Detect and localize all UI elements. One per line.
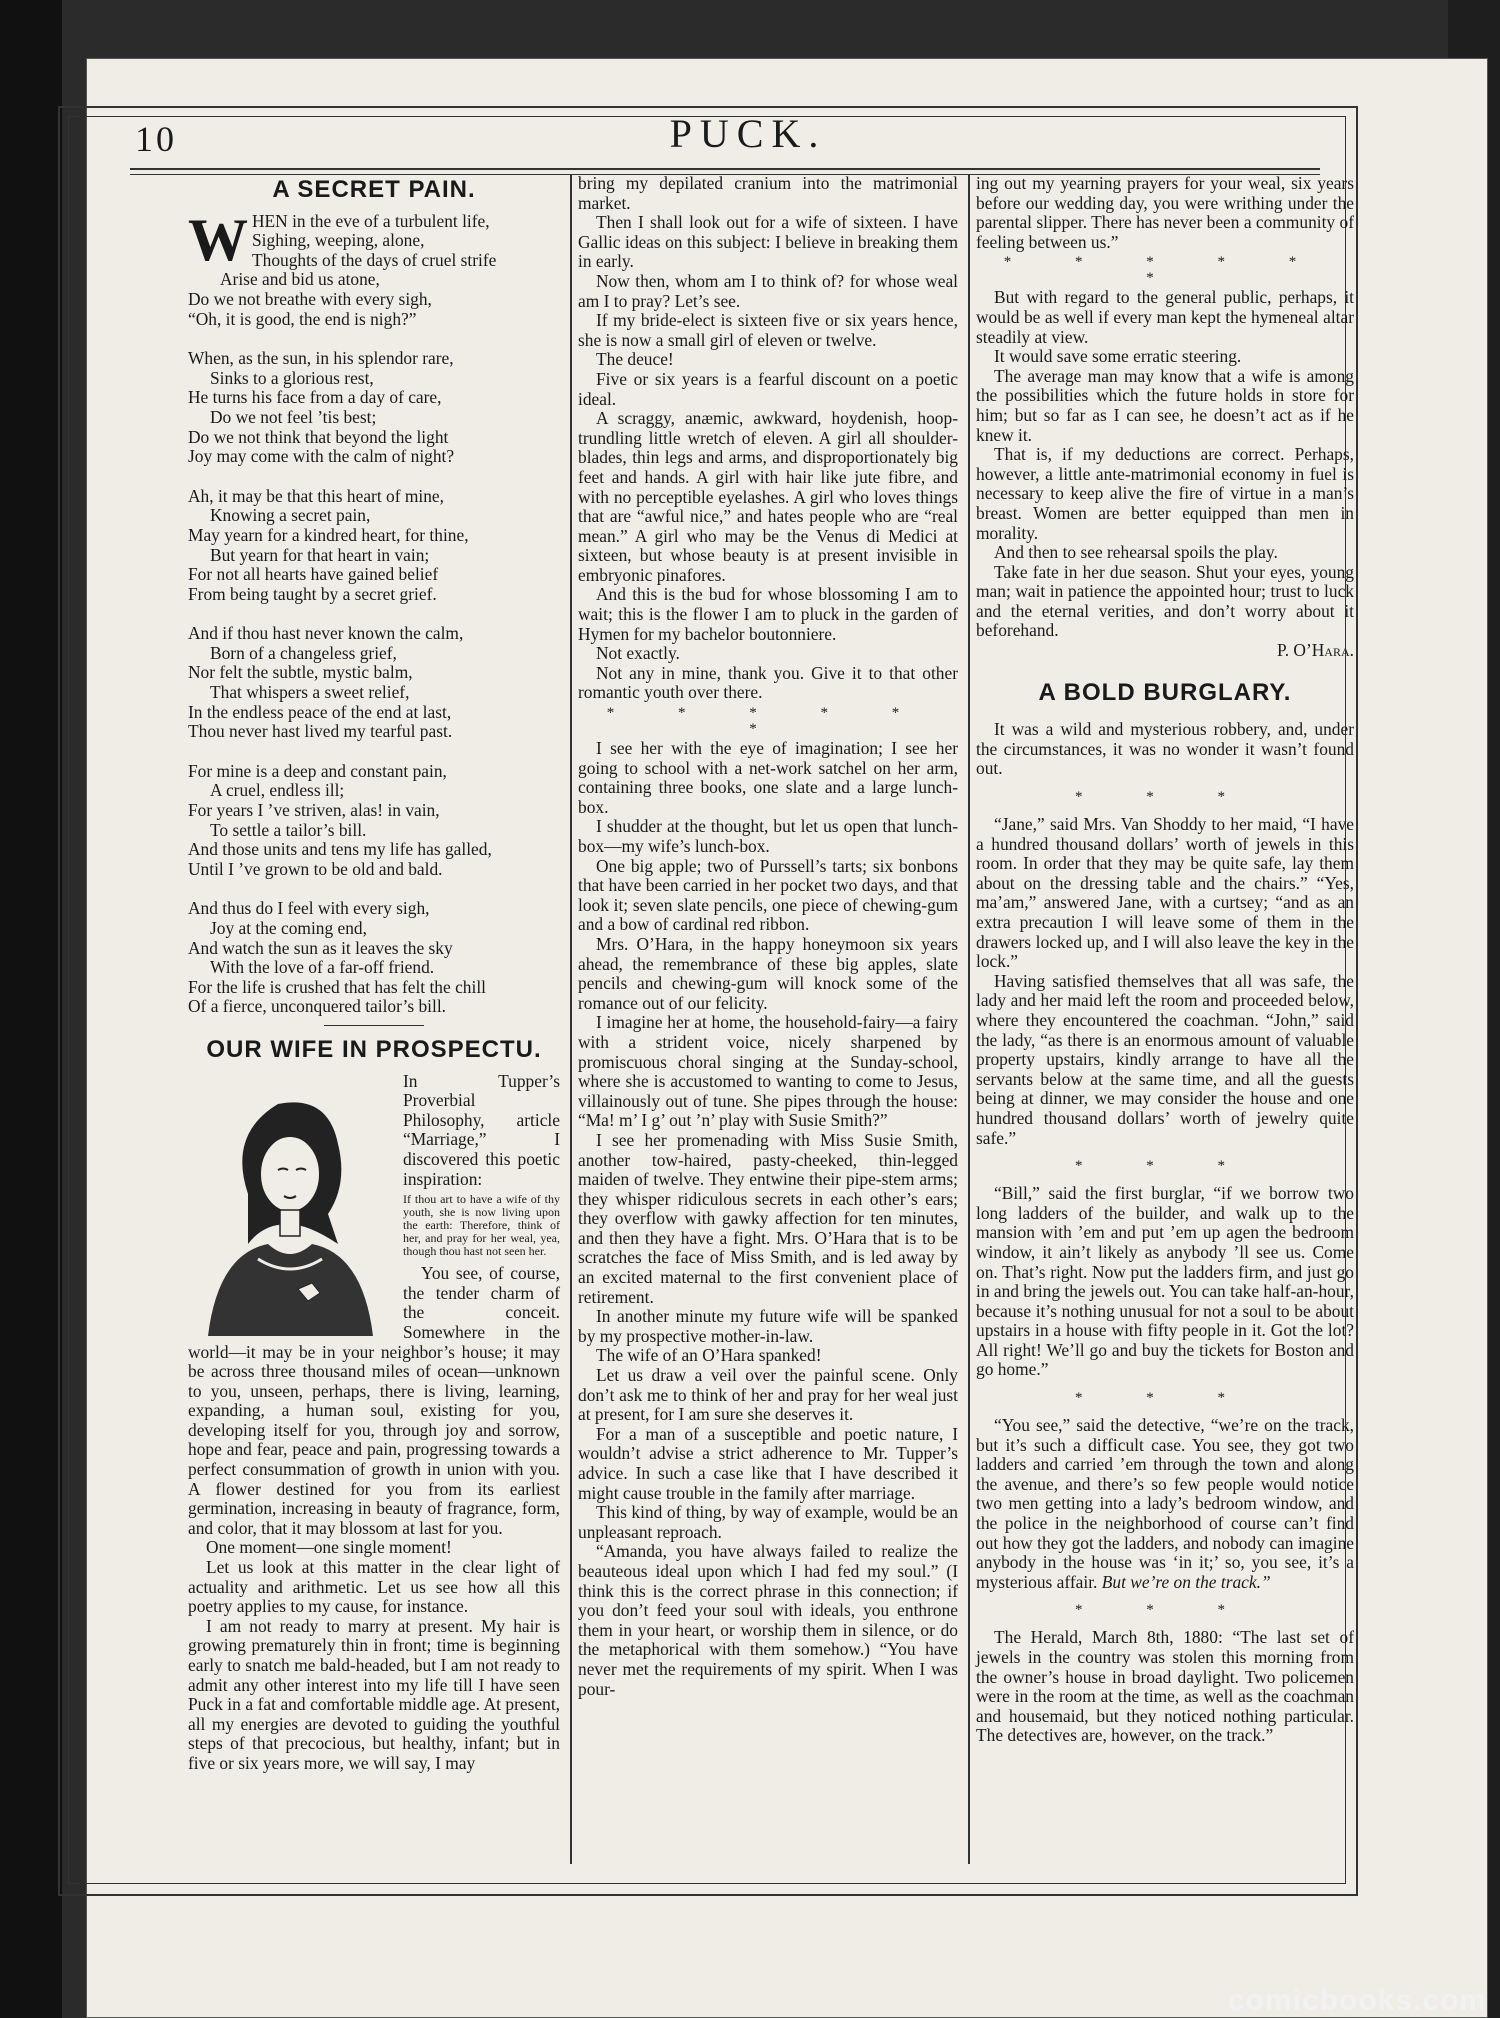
poem-line: Thoughts of the days of cruel strife [252, 249, 497, 270]
stanza-2 [188, 349, 560, 467]
stanza-4 [188, 624, 560, 742]
poem-line: Knowing a secret pain, [210, 505, 371, 526]
paragraph: The Herald, March 8th, 1880: “The last set of jewels in the country was stolen this morning from the owner’s house in broad daylight. Two policemen were in the room at the time, as well as the coachman and housemaid, but they noticed nothing particular. The detectives are, however, on the track.” [976, 1627, 1354, 1746]
tupper-quote: If thou art to have a wife of thy youth, she is now living upon the earth: Therefore, think of her, and pray for her weal, yea, though thou hast not seen her. [403, 1192, 560, 1259]
article-intro: In Tupper’s Proverbial Philosophy, article “Marriage,” I discovered this poetic inspiration: [403, 1070, 560, 1189]
paragraph: Then I shall look out for a wife of sixteen. I have Gallic ideas on this subject: I believe in breaking them in early. [578, 212, 958, 272]
poem-line: And if thou hast never known the calm, [188, 623, 464, 644]
paragraph: For a man of a susceptible and poetic nature, I wouldn’t advise a strict adherence to Mr. Tupper’s advice. In such a case like that I have described it might cause trouble in the family after marriage. [578, 1423, 958, 1503]
section-break-stars: * * * [1075, 789, 1255, 806]
column-2 [578, 174, 958, 1699]
poem-line: And thus do I feel with every sigh, [188, 898, 430, 919]
paragraph: You see, of course, the tender charm of the conceit. Somewhere in the world—it may be in your neighbor’s house; it may be across three thousand miles of ocean—unknown to you, unseen, perhaps, there is living, learning, expanding, a human soul, existing for you, developing itself for you, through joy and sorrow, hope and fear, peace and pain, progressing towards a perfect consummation of growth in union with you. A flower destined for you from its earliest germination, increasing in beauty of fragrance, form, and color, that it may blossom at last for you. [188, 1263, 560, 1538]
poem-line: Joy may come with the calm of night? [188, 446, 455, 467]
section-break-stars: * * * * * * [1003, 254, 1327, 287]
stanza-6 [188, 899, 560, 1017]
paragraph: Take fate in her due season. Shut your eyes, young man; wait in patience the appointed hour; trust to luck and the eternal verities, and don’t worry about it beforehand. [976, 561, 1354, 641]
paragraph: I see her with the eye of imagination; I see her going to school with a net-work satchel on her arm, containing three books, one slate and a large lunch-box. [578, 738, 958, 817]
paragraph: One moment—one single moment! [206, 1537, 452, 1558]
paragraph: It was a wild and mysterious robbery, and, under the circumstances, it was no wonder it wasn’t found out. [976, 719, 1354, 779]
column-rule-1 [570, 174, 572, 1864]
woman-portrait-illustration [188, 1074, 393, 1336]
poem-line: Do we not feel ’tis best; [210, 406, 377, 427]
poem-line: Until I ’ve grown to be old and bald. [188, 858, 443, 879]
poem-line: For years I ’ve striven, alas! in vain, [188, 800, 440, 821]
paragraph: In another minute my future wife will be spanked by my prospective mother-in-law. [578, 1306, 958, 1346]
paragraph: I imagine her at home, the household-fairy—a fairy with a strident voice, nicely sharpened by promiscuous choral singing at the Sunday-school, where she is accustomed to wanting to come to Jesus, villainously out of tune. She pipes through the house: “Ma! m’ I g’ out ’n’ play with Susie Smith?” [578, 1012, 958, 1131]
paragraph: bring my depilated cranium into the matrimonial market. [578, 173, 958, 213]
paragraph: I am not ready to marry at present. My hair is growing prematurely thin in front; time is beginning early to snatch me bald-headed, but I am not ready to admit any other interest into my life till I have seen Puck in a fat and comfortable middle age. At present, all my energies are devoted to guiding the youthful steps of that precocious, but healthy, infant; but in five or six years more, we will say, I may [188, 1615, 560, 1773]
poem-line: Thou never hast lived my tearful past. [188, 721, 453, 742]
paragraph [976, 1416, 1354, 1592]
stanza-1 [188, 206, 560, 330]
section-break-stars: * * * [1075, 1390, 1255, 1407]
paragraph: I shudder at the thought, but let us open that lunch-box—my wife’s lunch-box. [578, 816, 958, 856]
poem-title: A SECRET PAIN. [272, 176, 476, 203]
poem-line: Born of a changeless grief, [210, 642, 397, 663]
poem-line: In the endless peace of the end at last, [188, 701, 452, 722]
column-1 [188, 174, 560, 1774]
poem-line: From being taught by a secret grief. [188, 583, 437, 604]
paragraph: The wife of an O’Hara spanked! [596, 1345, 822, 1366]
paragraph: And this is the bud for whose blossoming I am to wait; this is the flower I am to pluck in the garden of Hymen for my bachelor boutonniere. [578, 584, 958, 644]
paragraph: ing out my yearning prayers for your weal, six years before our wedding day, you were writhing under the parental slipper. There has never been a community of feeling between us.” [976, 173, 1354, 252]
poem-line: For not all hearts have gained belief [188, 564, 439, 585]
paragraph: Let us draw a veil over the painful scene. Only don’t ask me to think of her and pray for her weal just at present, for I am sure she deserves it. [578, 1365, 958, 1425]
masthead: PUCK. [669, 111, 827, 156]
scan-edge-left [0, 0, 62, 2018]
paragraph: The average man may know that a wife is among the possibilities which the future holds in store for him; but so far as I can see, he doesn’t act as if he knew it. [976, 365, 1354, 445]
paragraph: Not exactly. [596, 643, 680, 664]
paragraph: “Bill,” said the first burglar, “if we borrow two long ladders of the builder, and walk up to the mansion with ’em and put ’em up agen the bedroom window, it ain’t likely as anybody ’ll see us. Come on. That’s right. Now put the ladders firm, and just go in and bring the jewels out. You can take half-an-hour, because it’s nothing unusual for not a soul to be about upstairs in a house with fifty people in it. Got the lot? All right! We’ll go and buy the tickets for Boston and go home.” [976, 1183, 1354, 1380]
poem-line: Sinks to a glorious rest, [210, 367, 374, 388]
poem-line: Nor felt the subtle, mystic balm, [188, 662, 413, 683]
drop-cap: W [188, 206, 248, 273]
poem-line: “Oh, it is good, the end is nigh?” [188, 308, 417, 329]
paragraph: Having satisfied themselves that all was safe, the lady and her maid left the room and proceeded below, where they encountered the coachman. “John,” said the lady, “as there is an enormous amount of valuable property upstairs, kindly arrange to have all the servants below at the same time, and all the guests being at dinner, we may consider the house and one hundred thousand dollars’ worth of jewelry quite safe.” [976, 970, 1354, 1148]
paragraph-italic: But we’re on the track.” [1101, 1571, 1271, 1592]
poem-line: When, as the sun, in his splendor rare, [188, 348, 454, 369]
paragraph: Let us look at this matter in the clear light of actuality and arithmetic. Let us see how all this poetry applies to my cause, for instance. [188, 1557, 560, 1617]
poem-body [188, 206, 560, 1017]
poem-line: Arise and bid us atone, [220, 269, 380, 290]
poem-line: Sighing, weeping, alone, [252, 230, 425, 251]
article-title: OUR WIFE IN PROSPECTU. [206, 1035, 542, 1063]
paragraph: The deuce! [596, 349, 674, 370]
watermark: comicbooks.com [1228, 1984, 1488, 2017]
poem-line: Ah, it may be that this heart of mine, [188, 485, 444, 506]
paragraph: If my bride-elect is sixteen five or six years hence, she is now a small girl of eleven or twelve. [578, 310, 958, 350]
poem-line: For mine is a deep and constant pain, [188, 760, 447, 781]
poem-line: And those units and tens my life has galled, [188, 839, 492, 860]
column-3 [976, 174, 1354, 1746]
column-rule-2 [968, 174, 970, 1864]
poem-line: That whispers a sweet relief, [210, 682, 410, 703]
poem-line: Of a fierce, unconquered tailor’s bill. [188, 996, 447, 1017]
paragraph: I see her promenading with Miss Susie Smith, another tow-haired, pasty-cheeked, thin-legged maiden of twelve. They entwine their pipe-stem arms; they whisper ridiculous secrets in each other’s ears; they overflow with gawky affection for ten minutes, and then they have a fight. Mrs. O’Hara that is to be scratches the face of Miss Smith, and is led away by an excited maternal to the first convenient place of retirement. [578, 1129, 958, 1307]
paragraph: A scraggy, anæmic, awkward, hoydenish, hoop-trundling little wretch of eleven. A girl all shoulder-blades, thin legs and arms, and disproportionately big feet and hands. A girl with hair like jute fibre, and with no perceptible eyelashes. A girl who loves things that are “awful nice,” and hates people who are “real mean.” A girl who may be the Venus di Medici at sixteen, but whose beauty is at present invisible in embryonic pinafores. [578, 408, 958, 585]
poem-line: For the life is crushed that has felt the chill [188, 976, 486, 997]
paragraph: And then to see rehearsal spoils the play. [994, 542, 1278, 563]
paragraph: It would save some erratic steering. [994, 346, 1242, 367]
paragraph: This kind of thing, by way of example, would be an unpleasant reproach. [578, 1502, 958, 1542]
paragraph: One big apple; two of Purssell’s tarts; six bonbons that have been carried in her pocket two days, and that look it; seven slate pencils, one piece of chewing-gum and a bow of cardinal red ribbon. [578, 855, 958, 935]
article-body-col1 [188, 1072, 560, 1774]
section-break-stars: * * * [1075, 1602, 1255, 1619]
paragraph: Five or six years is a fearful discount on a poetic ideal. [578, 368, 958, 409]
poem-line: He turns his face from a day of care, [188, 387, 442, 408]
paragraph: “Amanda, you have always failed to realize the beauteous ideal upon which I had fed my soul.” (I think this is the correct phrase in this connection; if you don’t feed your soul with ideals, you enthrone them in your heart, or worship them in silence, or do the metaphorical with them somehow.) “You have never met the requirements of my spirit. When I was pour- [578, 1541, 958, 1699]
paragraph-text: “You see,” said the detective, “we’re on the track, but it’s such a difficult case. You see, they got two ladders and carried ’em through the town and along the avenue, and there’s so few people would notice two men getting into a lady’s bedroom window, and the police in the neighborhood of course can’t find out how they got the ladders, and nobody can imagine anybody in the house was ‘in it;’ so, you see, it’s a mysterious affair. [976, 1415, 1354, 1592]
poem-line: Do we not breathe with every sigh, [188, 288, 432, 309]
paragraph: Now then, whom am I to think of? for whose weal am I to pray? Let’s see. [578, 270, 958, 311]
section-break-stars: * * * [1075, 1158, 1255, 1175]
stanza-3 [188, 487, 560, 605]
stanza-5 [188, 762, 560, 880]
poem-line: To settle a tailor’s bill. [210, 819, 367, 840]
author-signature: P. O’Hara. [1276, 640, 1354, 661]
poem-line: But yearn for that heart in vain; [210, 544, 430, 565]
poem-line: A cruel, endless ill; [210, 780, 345, 801]
poem-line: HEN in the eve of a turbulent life, [252, 210, 490, 231]
poem-line: With the love of a far-off friend. [210, 957, 435, 978]
poem-line: And watch the sun as it leaves the sky [188, 937, 453, 958]
article-title: A BOLD BURGLARY. [1038, 678, 1292, 706]
poem-line: Do we not think that beyond the light [188, 426, 449, 447]
paragraph: Not any in mine, thank you. Give it to that other romantic youth over there. [578, 662, 958, 703]
page-number: 10 [135, 119, 177, 159]
paragraph: But with regard to the general public, perhaps, it would be as well if every man kept the hymeneal altar steadily at view. [976, 287, 1354, 347]
paragraph: “Jane,” said Mrs. Van Shoddy to her maid, “I have a hundred thousand dollars’ worth of jewels in this room. In order that they may be quite safe, lay them about on the dressing table and the chairs.” “Yes, ma’am,” answered Jane, with a curtsey; “and as an extra precaution I will leave some of them in the drawers locked up, and I will also leave the key in the lock.” [976, 814, 1354, 972]
poem-line: May yearn for a kindred heart, for thine, [188, 524, 469, 545]
section-break-stars: * * * * * * [606, 705, 930, 738]
paragraph: That is, if my deductions are correct. Perhaps, however, a little ante-matrimonial economy in fuel is necessary to keep alive the fire of virtue in a man’s breast. Women are better equipped than men in morality. [976, 444, 1354, 543]
poem-line: Joy at the coming end, [210, 918, 367, 938]
paragraph: Mrs. O’Hara, in the happy honeymoon six years ahead, the remembrance of these big apples, slate pencils and chewing-gum will knock some of the romance out of our felicity. [578, 933, 958, 1013]
section-divider [324, 1025, 424, 1026]
